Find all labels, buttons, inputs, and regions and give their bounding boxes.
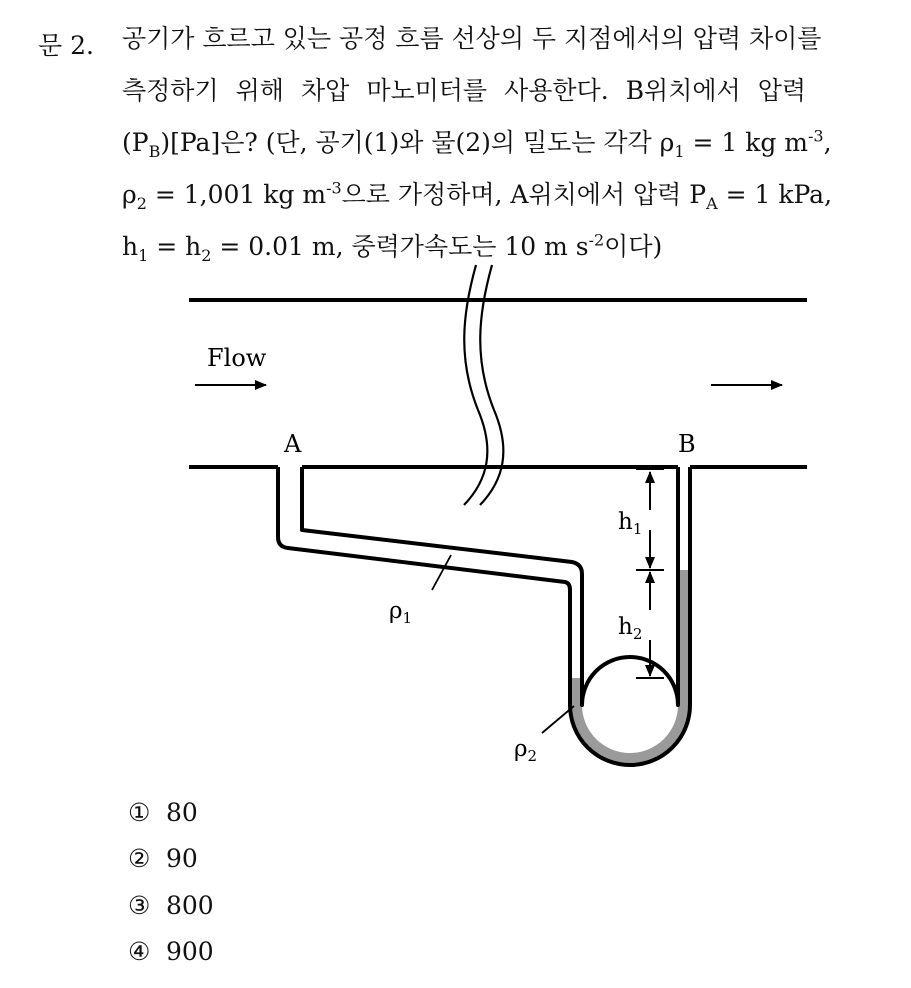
rho1-label: $\rho_1$	[389, 598, 413, 627]
question-text-line-4: $\rho_2 = 1,001$ kg $m^{-3}$으로 가정하며, A위치에서 압력 $P_A = 1$ kPa,	[122, 178, 833, 213]
tube-inner-wall	[302, 467, 678, 705]
option-4[interactable]	[128, 931, 428, 971]
rho2-label: $\rho_2$	[514, 736, 538, 765]
option-2-value: 90	[166, 843, 198, 873]
option-3-mark: ③	[128, 890, 151, 920]
option-2[interactable]	[128, 838, 428, 878]
question-text-line-3: $(P_B)[Pa]$은? (단, 공기(1)와 물(2)의 밀도는 각각 $\rho_1 = 1$ kg $m^{-3}$,	[122, 126, 832, 161]
question-text-line-1: 공기가 흐르고 있는 공정 흐름 선상의 두 지점에서의 압력 차이를	[122, 24, 822, 53]
option-3[interactable]	[128, 885, 428, 925]
option-1[interactable]	[128, 792, 428, 832]
question-text-line-5: $h_1 = h_2 = 0.01$ m, 중력가속도는 10 m $s^{-2}$이다)	[122, 230, 663, 265]
question-text-line-2: 측정하기 위해 차압 마노미터를 사용한다. B위치에서 압력	[122, 76, 806, 105]
option-3-value: 800	[166, 890, 214, 920]
point-b-label: B	[678, 430, 696, 458]
rho1-leader	[432, 555, 451, 590]
option-2-mark: ②	[128, 843, 151, 873]
question-number: 문 2.	[38, 31, 94, 60]
flow-label: Flow	[207, 344, 267, 372]
h2-label: $h_2$	[618, 614, 643, 643]
option-4-mark: ④	[128, 936, 151, 966]
option-1-mark: ①	[128, 797, 151, 827]
rho2-leader	[542, 706, 574, 733]
option-4-value: 900	[166, 936, 214, 966]
point-a-label: A	[284, 430, 302, 458]
option-1-value: 80	[166, 797, 198, 827]
h1-label: $h_1$	[618, 509, 643, 538]
manometer-liquid	[570, 570, 690, 765]
